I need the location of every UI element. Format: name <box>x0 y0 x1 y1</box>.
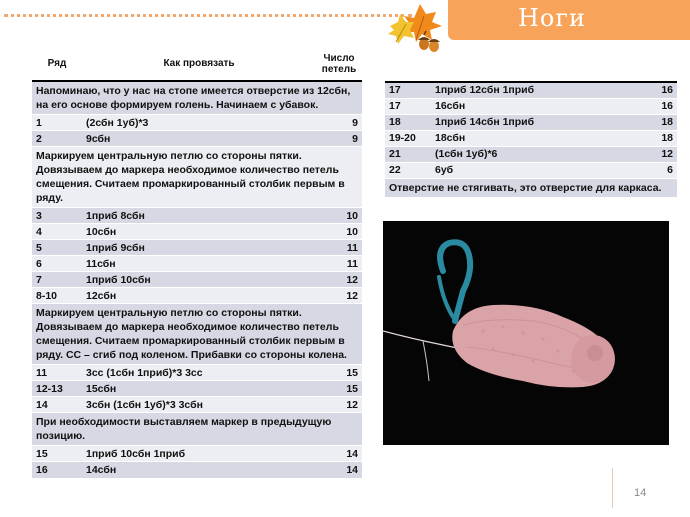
row-count: 11 <box>316 256 362 272</box>
row-instruction: 1приб 12сбн 1приб <box>431 82 637 98</box>
row-count: 12 <box>637 146 677 162</box>
note-text: Отверстие не стягивать, это отверстие для каркаса. <box>385 178 677 197</box>
table-note-row <box>385 178 677 197</box>
note-text: Маркируем центральную петлю со стороны пятки. Довязываем до маркера необходимое количество петель смещения. Считаем промаркированный столбик первым в ряду. СС – сгиб под коленом. Прибавки со стороны колена. <box>32 304 362 365</box>
row-count: 9 <box>316 115 362 131</box>
row-count: 11 <box>316 240 362 256</box>
slide-title: Ноги <box>518 4 586 32</box>
row-number: 14 <box>32 397 82 413</box>
page-number: 14 <box>634 487 647 499</box>
row-number: 15 <box>32 446 82 462</box>
row-count: 15 <box>316 381 362 397</box>
row-instruction: 6уб <box>431 162 637 178</box>
row-count: 14 <box>316 446 362 462</box>
row-number: 17 <box>385 98 431 114</box>
row-instruction: 3сбн (1сбн 1уб)*3 3сбн <box>82 397 316 413</box>
table-row <box>385 98 677 114</box>
header-row-number: Ряд <box>32 47 82 81</box>
table-note-row <box>32 413 362 446</box>
row-number: 17 <box>385 82 431 98</box>
row-instruction: 10сбн <box>82 224 316 240</box>
row-instruction: 1приб 9сбн <box>82 240 316 256</box>
row-instruction: 16сбн <box>431 98 637 114</box>
table-row <box>32 208 362 224</box>
row-instruction: 1приб 14сбн 1приб <box>431 114 637 130</box>
table-row <box>32 288 362 304</box>
header-stitch-count: Число петель <box>316 47 362 81</box>
row-number: 4 <box>32 224 82 240</box>
row-instruction: 1приб 8сбн <box>82 208 316 224</box>
row-number: 22 <box>385 162 431 178</box>
row-count: 10 <box>316 208 362 224</box>
row-count: 15 <box>316 365 362 381</box>
table-row <box>385 114 677 130</box>
row-count: 12 <box>316 272 362 288</box>
table-row <box>385 130 677 146</box>
table-row <box>385 82 677 98</box>
row-count: 9 <box>316 131 362 147</box>
autumn-leaves-acorn-icon <box>380 0 456 56</box>
row-instruction: 9сбн <box>82 131 316 147</box>
table-row <box>32 131 362 147</box>
note-text: При необходимости выставляем маркер в предыдущую позицию. <box>32 413 362 446</box>
row-number: 19-20 <box>385 130 431 146</box>
row-count: 14 <box>316 462 362 478</box>
crochet-leg-photo <box>383 221 669 445</box>
note-text: Маркируем центральную петлю со стороны пятки. Довязываем до маркера необходимое количество петель смещения. Считаем промаркированный столбик первым в ряду. <box>32 147 362 208</box>
row-instruction: 1приб 10сбн <box>82 272 316 288</box>
table-row <box>32 272 362 288</box>
table-row <box>32 397 362 413</box>
row-instruction: 12сбн <box>82 288 316 304</box>
table-row <box>32 256 362 272</box>
table-header-row <box>32 47 362 81</box>
row-number: 5 <box>32 240 82 256</box>
table-row <box>32 224 362 240</box>
table-row <box>32 240 362 256</box>
row-instruction: (1сбн 1уб)*6 <box>431 146 637 162</box>
left-pattern-table <box>32 47 362 478</box>
row-count: 18 <box>637 130 677 146</box>
row-count: 16 <box>637 82 677 98</box>
footer-divider <box>612 468 613 508</box>
table-row <box>32 365 362 381</box>
row-count: 16 <box>637 98 677 114</box>
row-number: 2 <box>32 131 82 147</box>
row-number: 7 <box>32 272 82 288</box>
table-note-row <box>32 147 362 208</box>
header-dotted-line <box>4 14 412 17</box>
row-instruction: 18сбн <box>431 130 637 146</box>
row-number: 18 <box>385 114 431 130</box>
row-instruction: (2сбн 1уб)*3 <box>82 115 316 131</box>
row-count: 18 <box>637 114 677 130</box>
row-instruction: 1приб 10сбн 1приб <box>82 446 316 462</box>
row-count: 12 <box>316 288 362 304</box>
crochet-leg-illustration <box>383 221 669 445</box>
row-number: 8-10 <box>32 288 82 304</box>
row-count: 12 <box>316 397 362 413</box>
table-row <box>385 162 677 178</box>
table-row <box>385 146 677 162</box>
row-number: 11 <box>32 365 82 381</box>
row-count: 10 <box>316 224 362 240</box>
header-how-to-knit: Как провязать <box>82 47 316 81</box>
table-note-row <box>32 81 362 115</box>
row-instruction: 11сбн <box>82 256 316 272</box>
row-number: 3 <box>32 208 82 224</box>
row-number: 12-13 <box>32 381 82 397</box>
note-text: Напоминаю, что у нас на стопе имеется отверстие из 12сбн, на его основе формируем голень. Начинаем с убавок. <box>32 81 362 115</box>
row-instruction: 15сбн <box>82 381 316 397</box>
table-note-row <box>32 304 362 365</box>
table-row <box>32 381 362 397</box>
row-number: 21 <box>385 146 431 162</box>
row-instruction: 3сс (1сбн 1приб)*3 3сс <box>82 365 316 381</box>
row-instruction: 14сбн <box>82 462 316 478</box>
table-row <box>32 446 362 462</box>
row-count: 6 <box>637 162 677 178</box>
row-number: 1 <box>32 115 82 131</box>
table-row <box>32 115 362 131</box>
row-number: 16 <box>32 462 82 478</box>
row-number: 6 <box>32 256 82 272</box>
right-pattern-table <box>385 81 677 197</box>
table-row <box>32 462 362 478</box>
